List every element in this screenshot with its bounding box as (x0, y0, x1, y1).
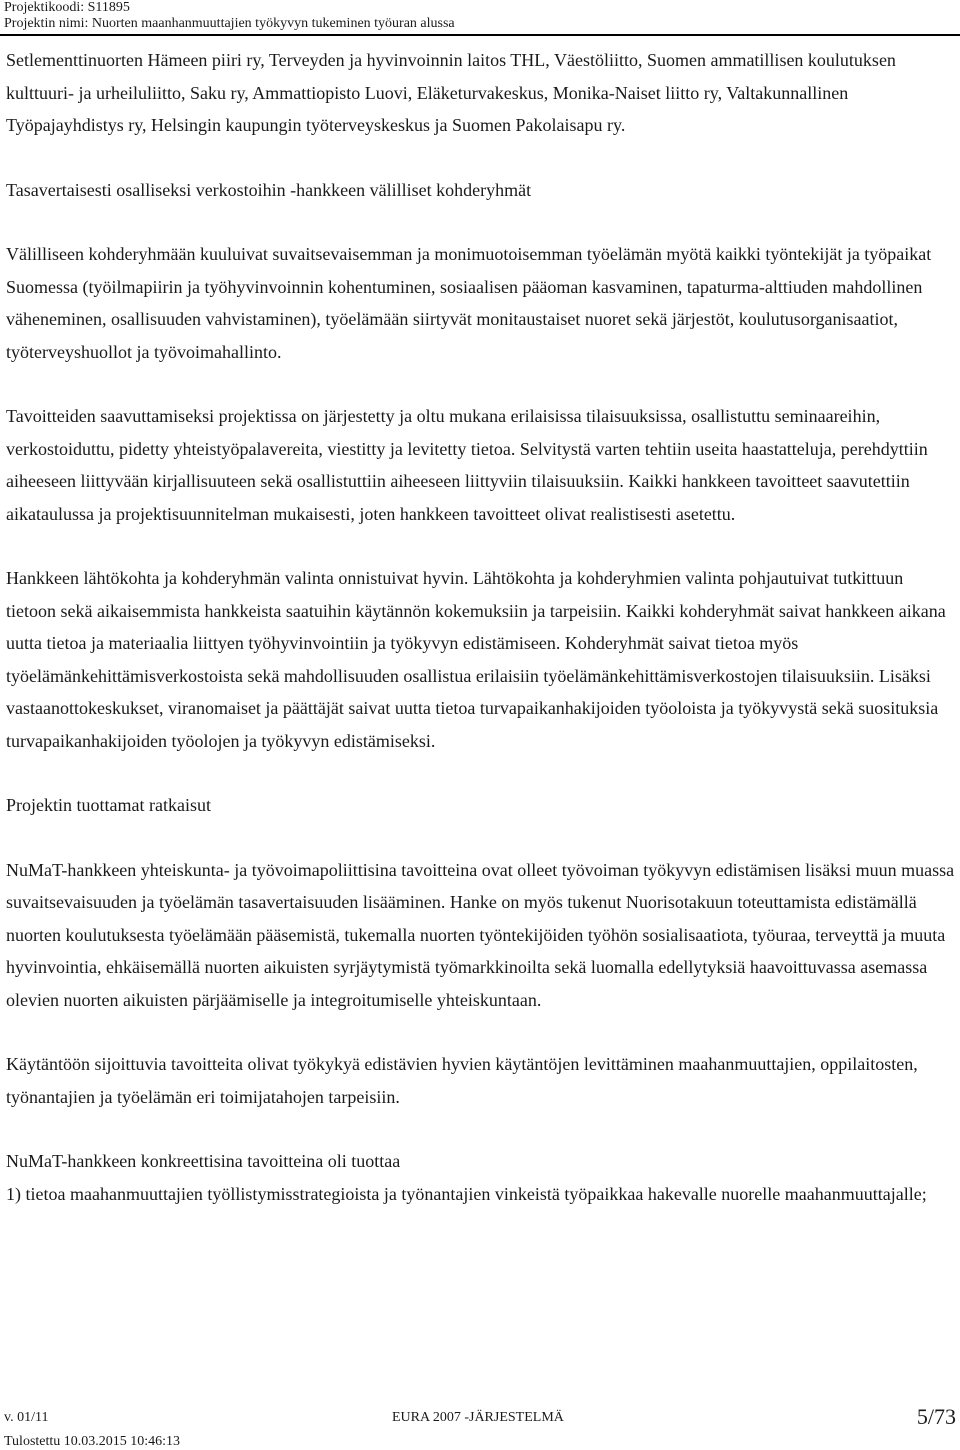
document-body (6, 44, 956, 1210)
version-label: v. 01/11 (4, 1410, 49, 1425)
partners-paragraph: Setlementtinuorten Hämeen piiri ry, Terveyden ja hyvinvoinnin laitos THL, Väestöliitto, Suomen ammatillisen koulutuksen kulttuuri- ja urheiluliitto, Saku ry, Ammattiopisto Luovi, Eläketurvakeskus, Monika-Naiset liitto ry, Valtakunnallinen Työpajayhdistys ry, Helsingin kaupungin työterveyskeskus ja Suomen Pakolaisapu ry. (6, 50, 896, 135)
system-name: EURA 2007 -JÄRJESTELMÄ (392, 1410, 564, 1425)
page-footer (4, 1404, 956, 1448)
page-number: 5/73 (916, 1404, 956, 1429)
concrete-goals-intro: NuMaT-hankkeen konkreettisina tavoitteina oli tuottaa (6, 1151, 401, 1171)
printed-timestamp: Tulostettu 10.03.2015 10:46:13 (4, 1434, 181, 1449)
concrete-goal-item-1: 1) tietoa maahanmuuttajien työllistymisstrategioista ja työnantajien vinkeistä työpaikkaa hakevalle nuorelle maahanmuuttajalle; (6, 1183, 927, 1204)
indirect-target-groups-paragraph: Välilliseen kohderyhmään kuuluivat suvaitsevaisemman ja monimuotoisemman työelämän myötä kaikki työntekijät ja työpaikat Suomessa (työilmapiirin ja työhyvinvoinnin kohentuminen, sosiaalisen pääoman kasvaminen, tapaturma-alttiuden mahdollinen väheneminen, osallisuuden vahvistaminen), työelämään siirtyvät monitaustaiset nuoret sekä järjestöt, koulutusorganisaatiot, työterveyshuollot ja työvoimahallinto. (6, 244, 932, 362)
indirect-target-groups-heading: Tasavertaisesti osalliseksi verkostoihin -hankkeen välilliset kohderyhmät (6, 179, 532, 200)
policy-goals-paragraph: NuMaT-hankkeen yhteiskunta- ja työvoimapoliittisina tavoitteina ovat olleet työvoiman työkyvyn edistämisen lisäksi muun muassa suvaitsevaisuuden ja työelämän tasavertaisuuden lisääminen. Hanke on myös tukenut Nuorisotakuun toteuttamista edistämällä nuorten koulutuksesta työelämään pääsemistä, tukemalla nuorten työntekijöiden työhön sosialisaatiota, työuraa, terveyttä ja muuta hyvinvointia, ehkäisemällä nuorten aikuisten syrjäytymistä työmarkkinoilta sekä luomalla edellytyksiä haavoittuvassa asemassa olevien nuorten aikuisten pärjäämiselle ja integroitumiselle yhteiskuntaan. (6, 859, 955, 1010)
starting-point-paragraph: Hankkeen lähtökohta ja kohderyhmän valinta onnistuivat hyvin. Lähtökohta ja kohderyhmien valinta pohjautuivat tutkittuun tietoon sekä aikaisemmista hankkeista saatuihin käytännön kokemuksiin ja tarpeisiin. Kaikki kohderyhmät saivat hankkeen aikana uutta tietoa ja materiaalia liittyen työhyvinvointiin ja työkyvyn edistämiseen. Kohderyhmät saivat tietoa myös työelämänkehittämisverkostoista sekä mahdollisuuden osallistua erilaisiin työelämänkehittämisverkostojen tilaisuuksiin. Lisäksi vastaanottokeskukset, viranomaiset ja päättäjät saivat uutta tietoa turvapaikanhakijoiden työoloista ja työkyvystä sekä suosituksia turvapaikanhakijoiden työolojen ja työkyvyn edistämiseksi. (6, 568, 946, 751)
solutions-heading: Projektin tuottamat ratkaisut (6, 795, 211, 815)
practical-goals-paragraph: Käytäntöön sijoittuvia tavoitteita olivat työkykyä edistävien hyvien käytäntöjen levittäminen maahanmuuttajien, oppilaitosten, työnantajien ja työelämän eri toimijatahojen tarpeisiin. (6, 1054, 918, 1107)
project-code: Projektikoodi: S11895 (4, 0, 130, 15)
header-divider (0, 34, 960, 36)
page-header (4, 0, 954, 32)
project-name: Projektin nimi: Nuorten maanhanmuuttajien työkyvyn tukeminen työuran alussa (4, 16, 455, 31)
goals-achievement-paragraph: Tavoitteiden saavuttamiseksi projektissa on järjestetty ja oltu mukana erilaisissa tilaisuuksissa, osallistuttu seminaareihin, verkostoiduttu, pidetty yhteistyöpalavereita, viestitty ja levitetty tietoa. Selvitystä varten tehtiin useita haastatteluja, perehdyttiin aiheeseen liittyvään kirjallisuuteen sekä osallistuttiin aiheeseen liittyviin tilaisuuksiin. Kaikki hankkeen tavoitteet saavutettiin aikataulussa ja projektisuunnitelman mukaisesti, joten hankkeen tavoitteet olivat realistisesti asetettu. (6, 406, 928, 524)
